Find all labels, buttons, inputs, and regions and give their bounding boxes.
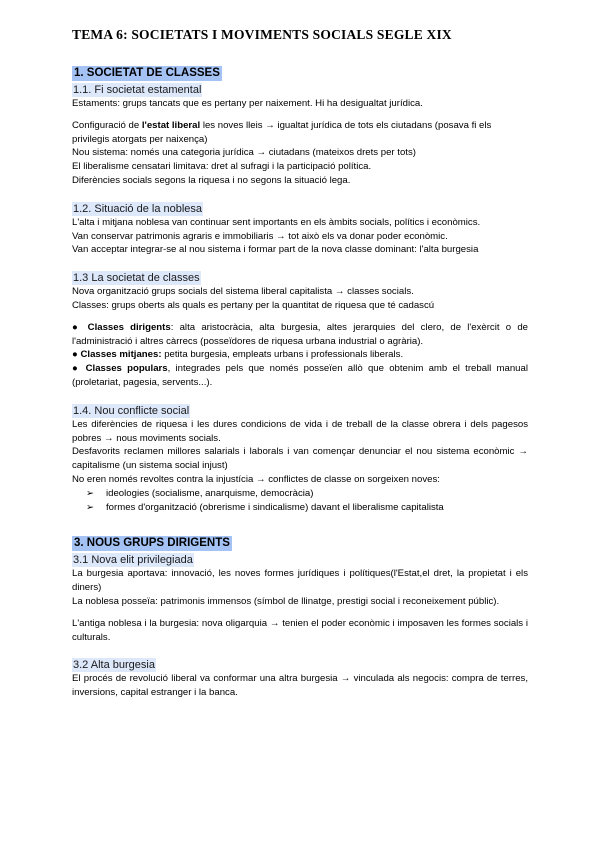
subsection-heading-3-2: 3.2 Alta burgesia xyxy=(73,659,155,672)
bold-text: Classes mitjanes: xyxy=(80,349,162,361)
list-item xyxy=(86,487,528,501)
document-title: TEMA 6: SOCIETATS I MOVIMENTS SOCIALS SEGLE XIX xyxy=(72,27,452,42)
paragraph: Les diferències de riquesa i les dures condicions de vida i de treball de la classe obrera i dels pagesos pobres → nous moviments socials. xyxy=(72,418,528,444)
bullet-icon: ● xyxy=(72,349,81,361)
subsection-heading-1-1: 1.1. Fi societat estamental xyxy=(73,84,202,96)
arrow-list xyxy=(72,487,528,515)
text: les noves lleis → igualtat jurídica de tots els ciutadans (posava fi els privilegis atorgats per naixença) xyxy=(72,119,492,145)
paragraph: Estaments: grups tancats que es pertany per naixement. Hi ha desigualtat jurídica. xyxy=(72,98,423,109)
list-item xyxy=(72,348,528,362)
paragraph: Nova organització grups socials del sistema liberal capitalista → classes socials. xyxy=(72,286,414,298)
paragraph xyxy=(72,119,528,147)
subsection-heading-1-2: 1.2. Situació de la noblesa xyxy=(73,202,203,215)
list-item xyxy=(72,362,528,390)
paragraph: No eren només revoltes contra la injustícia → conflictes de classe on sorgeixen noves: xyxy=(72,473,440,485)
text: Configuració de xyxy=(72,119,142,131)
section-heading-3: 3. NOUS GRUPS DIRIGENTS xyxy=(74,537,230,550)
text: formes d'organització (obrerisme i sindicalisme) davant el liberalisme capitalista xyxy=(106,501,444,513)
list-item xyxy=(86,501,528,515)
paragraph: La noblesa posseïa: patrimonis immensos (símbol de llinatge, prestigi social i reconeixement públic). xyxy=(72,595,500,607)
text: , integrades pels que només posseïen allò que obtenim amb el treball manual (proletariat, pagesia, servents...). xyxy=(72,363,528,388)
arrow-bullet-icon: ➢ xyxy=(86,501,95,513)
paragraph: L'alta i mitjana noblesa van continuar sent importants en els àmbits socials, polítics i econòmics. xyxy=(72,216,481,228)
text: petita burgesia, empleats urbans i professionals liberals. xyxy=(161,349,404,361)
paragraph: Nou sistema: només una categoria jurídica → ciutadans (mateixos drets per tots) xyxy=(72,147,416,159)
bold-text: Classes populars xyxy=(85,363,168,375)
paragraph: Classes: grups oberts als quals es pertany per la quantitat de riquesa que té cadascú xyxy=(72,299,435,311)
paragraph: L'antiga noblesa i la burgesia: nova oligarquia → tenien el poder econòmic i imposaven les formes socials i culturals. xyxy=(72,617,528,643)
paragraph: Van acceptar integrar-se al nou sistema i formar part de la nova classe dominant: l'alta burgesia xyxy=(72,244,479,256)
section-heading-1: 1. SOCIETAT DE CLASSES xyxy=(74,67,220,79)
subsection-heading-1-4: 1.4. Nou conflicte social xyxy=(73,404,190,417)
document-page xyxy=(72,26,528,700)
bold-text: Classes dirigents xyxy=(87,321,171,333)
bullet-icon: ● xyxy=(72,363,86,375)
paragraph: Desfavorits reclamen millores salarials i laborals i van començar denunciar el nou sistema econòmic → capitalisme (un sistema social injust) xyxy=(72,446,528,472)
subsection-heading-3-1: 3.1 Nova elit privilegiada xyxy=(73,554,193,567)
text: : alta aristocràcia, alta burgesia, altes jerarquies del clero, de l'exèrcit o de l'administració i altres càrrecs (posseïdores de riquesa urbana industrial o agrària). xyxy=(72,321,529,347)
arrow-bullet-icon: ➢ xyxy=(86,487,95,499)
paragraph: Van conservar patrimonis agraris e immobiliaris → tot això els va donar poder econòmic. xyxy=(72,230,448,242)
list-item xyxy=(72,321,528,349)
bullet-icon: ● xyxy=(72,321,88,333)
paragraph: Diferències socials segons la riquesa i no segons la situació lega. xyxy=(72,174,351,186)
bold-text: l'estat liberal xyxy=(141,119,201,131)
paragraph: El procés de revolució liberal va conformar una altra burgesia → vinculada als negocis: compra de terres, inversions, capital estranger i la banca. xyxy=(72,673,528,699)
paragraph: El liberalisme censatari limitava: dret al sufragi i la participació política. xyxy=(72,161,372,173)
subsection-heading-1-3: 1.3 La societat de classes xyxy=(73,272,200,285)
paragraph: La burgesia aportava: innovació, les noves formes jurídiques i polítiques(l'Estat,el dret, la propietat i els diners) xyxy=(72,568,528,594)
text: ideologies (socialisme, anarquisme, democràcia) xyxy=(106,487,314,499)
